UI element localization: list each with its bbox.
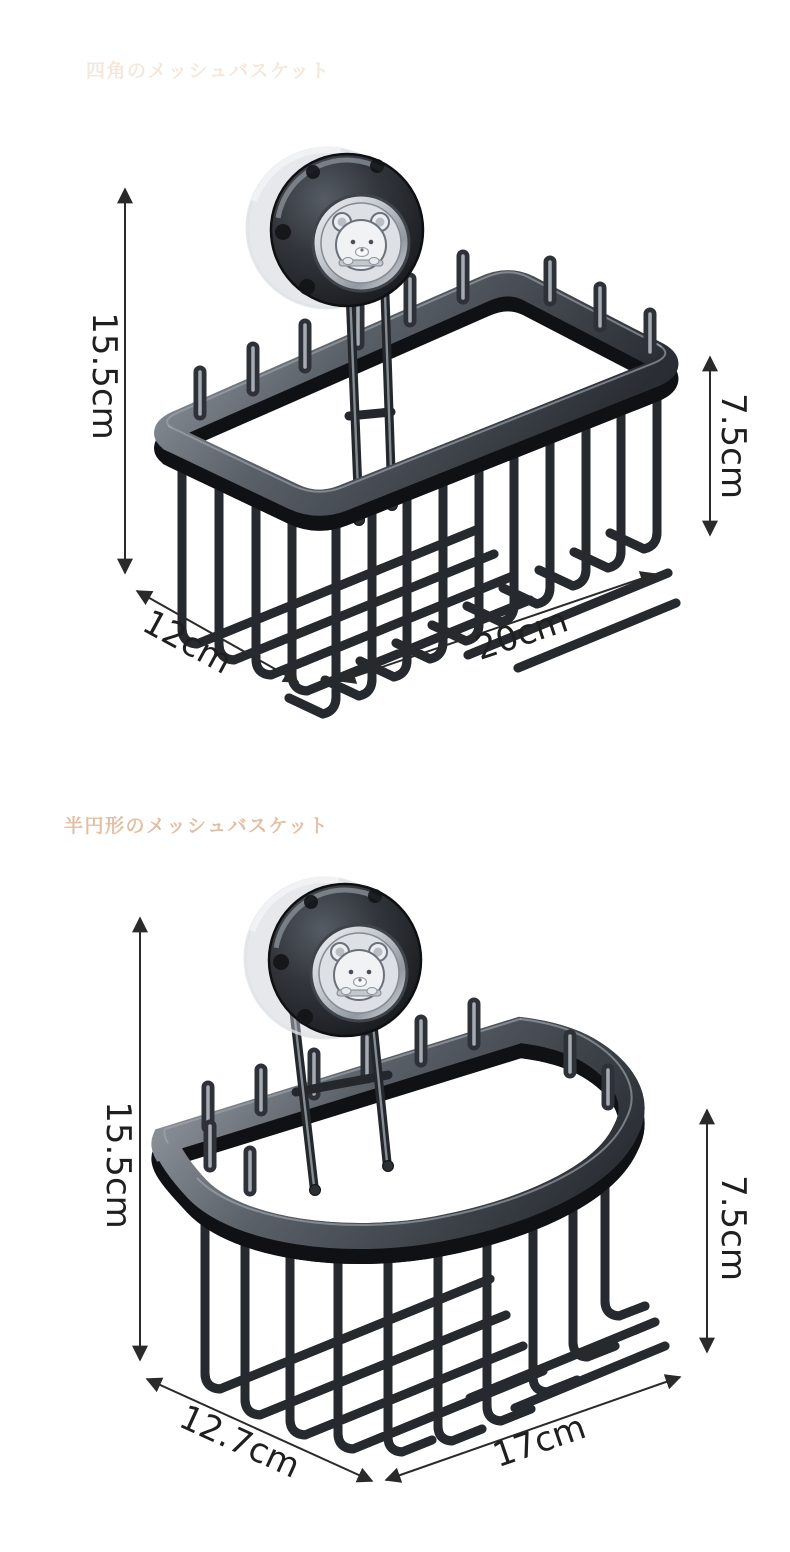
dim-label-side-1: 12cm	[135, 602, 239, 683]
rect-basket-illustration	[167, 148, 676, 714]
dim-label-height-1: 15.5cm	[84, 312, 124, 440]
dim-label-width-2: 17cm	[487, 1407, 591, 1476]
section-title-square-basket: 四角のメッシュバスケット	[86, 60, 331, 82]
dim-label-side-2: 12.7cm	[173, 1397, 306, 1487]
dim-label-basket-depth-1: 7.5cm	[713, 393, 753, 499]
suction-mount-icon	[245, 878, 421, 1038]
semicircle-basket-illustration	[164, 878, 665, 1452]
basket-wires	[182, 385, 676, 714]
dim-label-basket-depth-2: 7.5cm	[713, 1175, 753, 1281]
dim-label-height-2: 15.5cm	[98, 1101, 138, 1229]
dim-label-width-1: 20cm	[470, 600, 573, 669]
suction-mount-icon	[247, 148, 423, 308]
section-title-semicircle-basket: 半円形のメッシュバスケット	[64, 815, 330, 837]
basket-wires	[205, 1165, 665, 1452]
